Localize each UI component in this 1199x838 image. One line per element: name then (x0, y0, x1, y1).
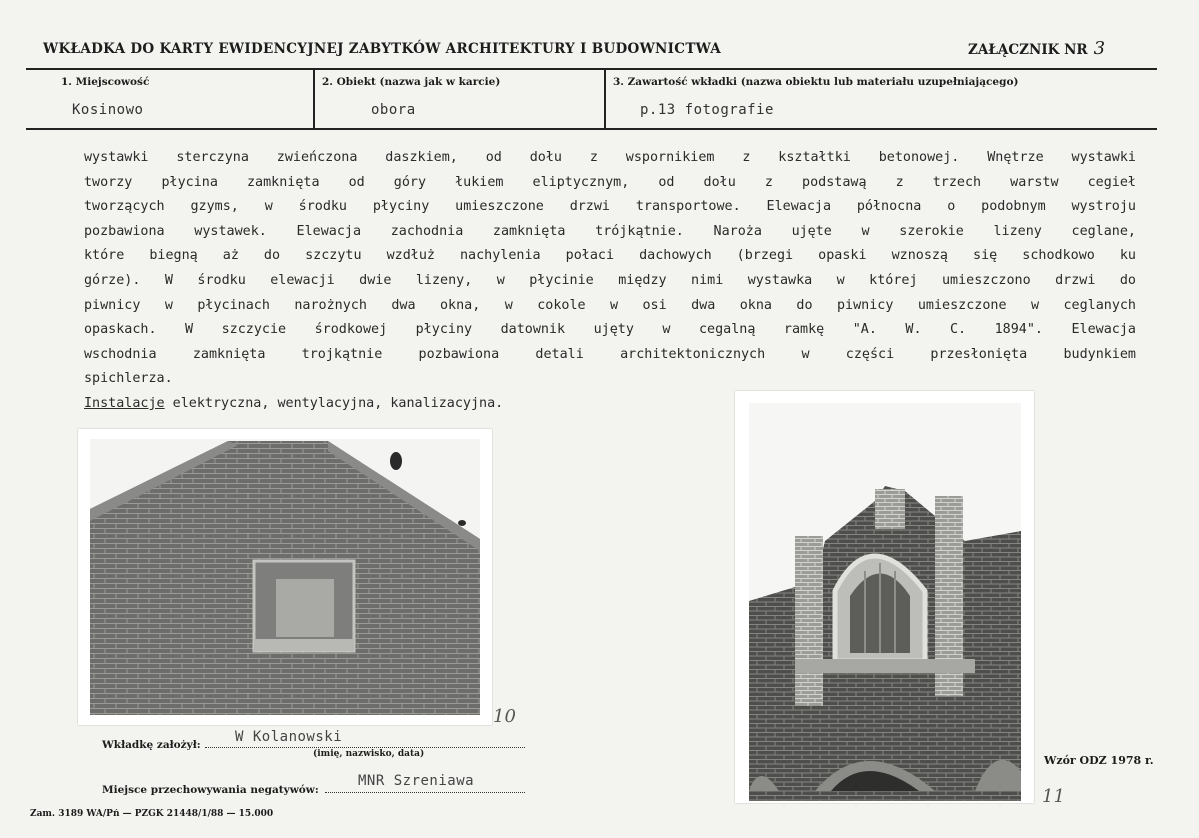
locality-label: 1. Miejscowość (61, 76, 150, 88)
description-line: wystawki sterczyna zwieńczona daszkiem, od dołu z wspornikiem z kształtki betonowej. Wnętrze wystawki (84, 150, 1136, 165)
annex-label-text: ZAŁĄCZNIK NR (968, 42, 1088, 58)
table-bottom-rule (26, 128, 1157, 130)
content-value: p.13 fotografie (640, 102, 774, 118)
founder-value: W Kolanowski (235, 729, 343, 745)
annex-label (968, 38, 1105, 59)
founder-hint: (imię, nazwisko, data) (313, 749, 425, 759)
print-info: Zam. 3189 WA/Pń — PZGK 21448/1/88 — 15.000 (30, 809, 274, 819)
photo-dormer-image (735, 391, 1034, 803)
founder-label: Wkładkę założył: (102, 739, 201, 751)
content-label: 3. Zawartość wkładki (nazwa obiektu lub materiału uzupełniającego) (613, 76, 1019, 88)
photo-gable-image (78, 429, 492, 725)
description-text (84, 146, 1136, 417)
description-line: które biegną aż do szczytu wzdłuż nachylenia połaci dachowych (brzegi opaski wznoszą się schodkowo ku (84, 248, 1136, 264)
form-model: Wzór ODZ 1978 r. (1044, 754, 1154, 767)
photo-dormer (735, 391, 1034, 803)
object-label: 2. Obiekt (nazwa jak w karcie) (322, 76, 501, 88)
description-line: wschodnia zamknięta trojkątnie pozbawiona detali architektonicznych w części przesłonięta budynkiem (84, 346, 1136, 362)
table-top-rule (26, 68, 1157, 70)
photo-number-left: 10 (493, 706, 516, 727)
installations-label: Instalacje (84, 395, 165, 411)
photo-number-right: 11 (1042, 786, 1065, 807)
storage-line (325, 792, 525, 793)
locality-value: Kosinowo (72, 102, 144, 118)
description-line: górze). W środku elewacji dwie lizeny, w płycinie między nimi wystawka w której umieszczono drzwi do (84, 272, 1136, 288)
description-line: tworzy płycina zamknięta od góry łukiem eliptycznym, od dołu z podstawą z trzech warstw cegieł (84, 174, 1136, 190)
photo-gable (78, 429, 492, 725)
description-line: pozbawiona wystawek. Elewacja zachodnia zamknięta trójkątnie. Naroża ujęte w szerokie lizeny ceglane, (84, 223, 1136, 239)
description-line: spichlerza. (84, 371, 173, 387)
description-line: piwnicy w płycinach narożnych dwa okna, w cokole w osi dwa okna do piwnicy umieszczone w ceglanych (84, 297, 1136, 313)
founder-line (205, 747, 525, 748)
storage-label: Miejsce przechowywania negatywów: (102, 784, 319, 796)
annex-number: 3 (1093, 38, 1106, 59)
table-divider-1 (313, 70, 315, 128)
installations-text: elektryczna, wentylacyjna, kanalizacyjna. (164, 395, 504, 411)
table-divider-2 (604, 70, 606, 128)
storage-value: MNR Szreniawa (358, 773, 475, 789)
object-value: obora (371, 102, 416, 118)
description-line: opaskach. W szczycie środkowej płyciny datownik ujęty w cegalną ramkę "A. W. C. 1894". Elewacja (84, 322, 1136, 338)
description-line: tworzących gzyms, w środku płyciny umieszczone drzwi transportowe. Elewacja północna o podobnym wystroju (84, 199, 1136, 215)
document-title: WKŁADKA DO KARTY EWIDENCYJNEJ ZABYTKÓW ARCHITEKTURY I BUDOWNICTWA (43, 41, 722, 57)
